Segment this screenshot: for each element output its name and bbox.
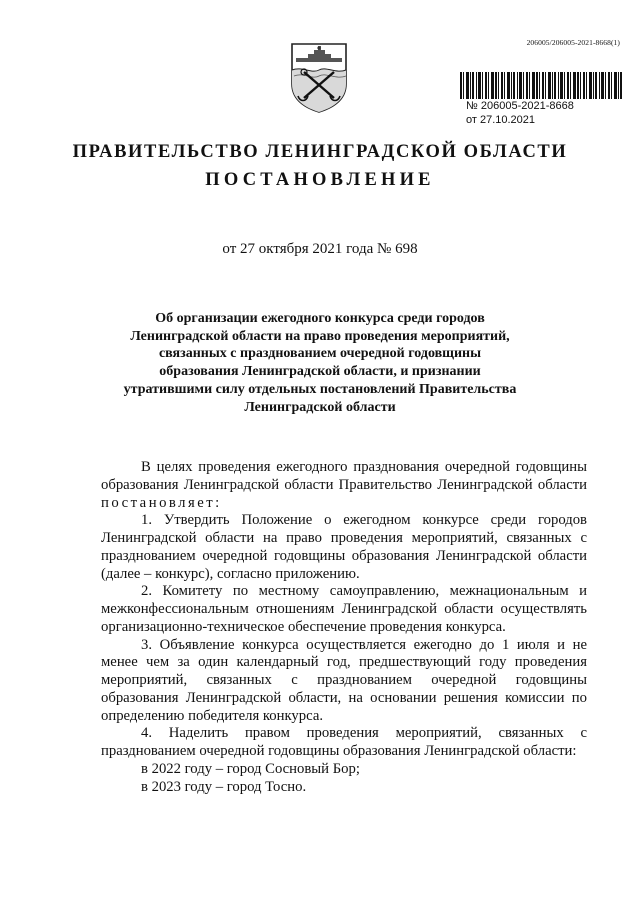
- document-date-number: от 27 октября 2021 года № 698: [222, 241, 418, 257]
- document-code: 206005/206005-2021-8668(1): [526, 38, 620, 47]
- barcode-icon: [460, 72, 622, 99]
- document-body: [101, 459, 587, 796]
- preamble: [101, 459, 587, 512]
- registration-date: от 27.10.2021: [466, 114, 536, 126]
- paragraph-3: 3. Объявление конкурса осуществляется ежегодно до 1 июля и не менее чем за один календарный год, предшествующий году проведения мероприятий, связанных с празднованием очередной годовщины образования Ленинградской области, на основании решения комиссии по определению победителя конкурса.: [101, 636, 587, 724]
- document-type: ПОСТАНОВЛЕНИЕ: [205, 170, 435, 190]
- coat-of-arms-icon: [288, 40, 350, 114]
- registration-block: [466, 99, 574, 127]
- preamble-text: В целях проведения ежегодного празднования очередной годовщины образования Ленинградской области Правительство Ленинградской области: [101, 459, 587, 493]
- paragraph-4-item-2023: в 2023 году – город Тосно.: [141, 778, 307, 795]
- registration-number: № 206005-2021-8668: [466, 100, 574, 112]
- paragraph-4: 4. Наделить правом проведения мероприятий, связанных с празднованием очередной годовщины образования Ленинградской области:: [101, 725, 587, 759]
- resolution-keyword: постановляет:: [101, 494, 222, 511]
- paragraph-1: 1. Утвердить Положение о ежегодном конкурсе среди городов Ленинградской области на право проведения мероприятий, связанных с празднованием очередной годовщины образования Ленинградской области (далее – конкурс), согласно приложению.: [101, 512, 587, 582]
- authority-title: ПРАВИТЕЛЬСТВО ЛЕНИНГРАДСКОЙ ОБЛАСТИ: [72, 142, 568, 162]
- paragraph-4-item-2022: в 2022 году – город Сосновый Бор;: [141, 760, 360, 777]
- paragraph-2: 2. Комитету по местному самоуправлению, межнациональным и межконфессиональным отношениям Ленинградской области осуществлять организационно-техническое обеспечение проведения конкурса.: [101, 583, 587, 635]
- document-subject: Об организации ежегодного конкурса среди городов Ленинградской области на право проведения мероприятий, связанных с празднованием очередной годовщины образования Ленинградской области, и признании утратившими силу отдельных постановлений Правительства Ленинградской области: [123, 311, 517, 415]
